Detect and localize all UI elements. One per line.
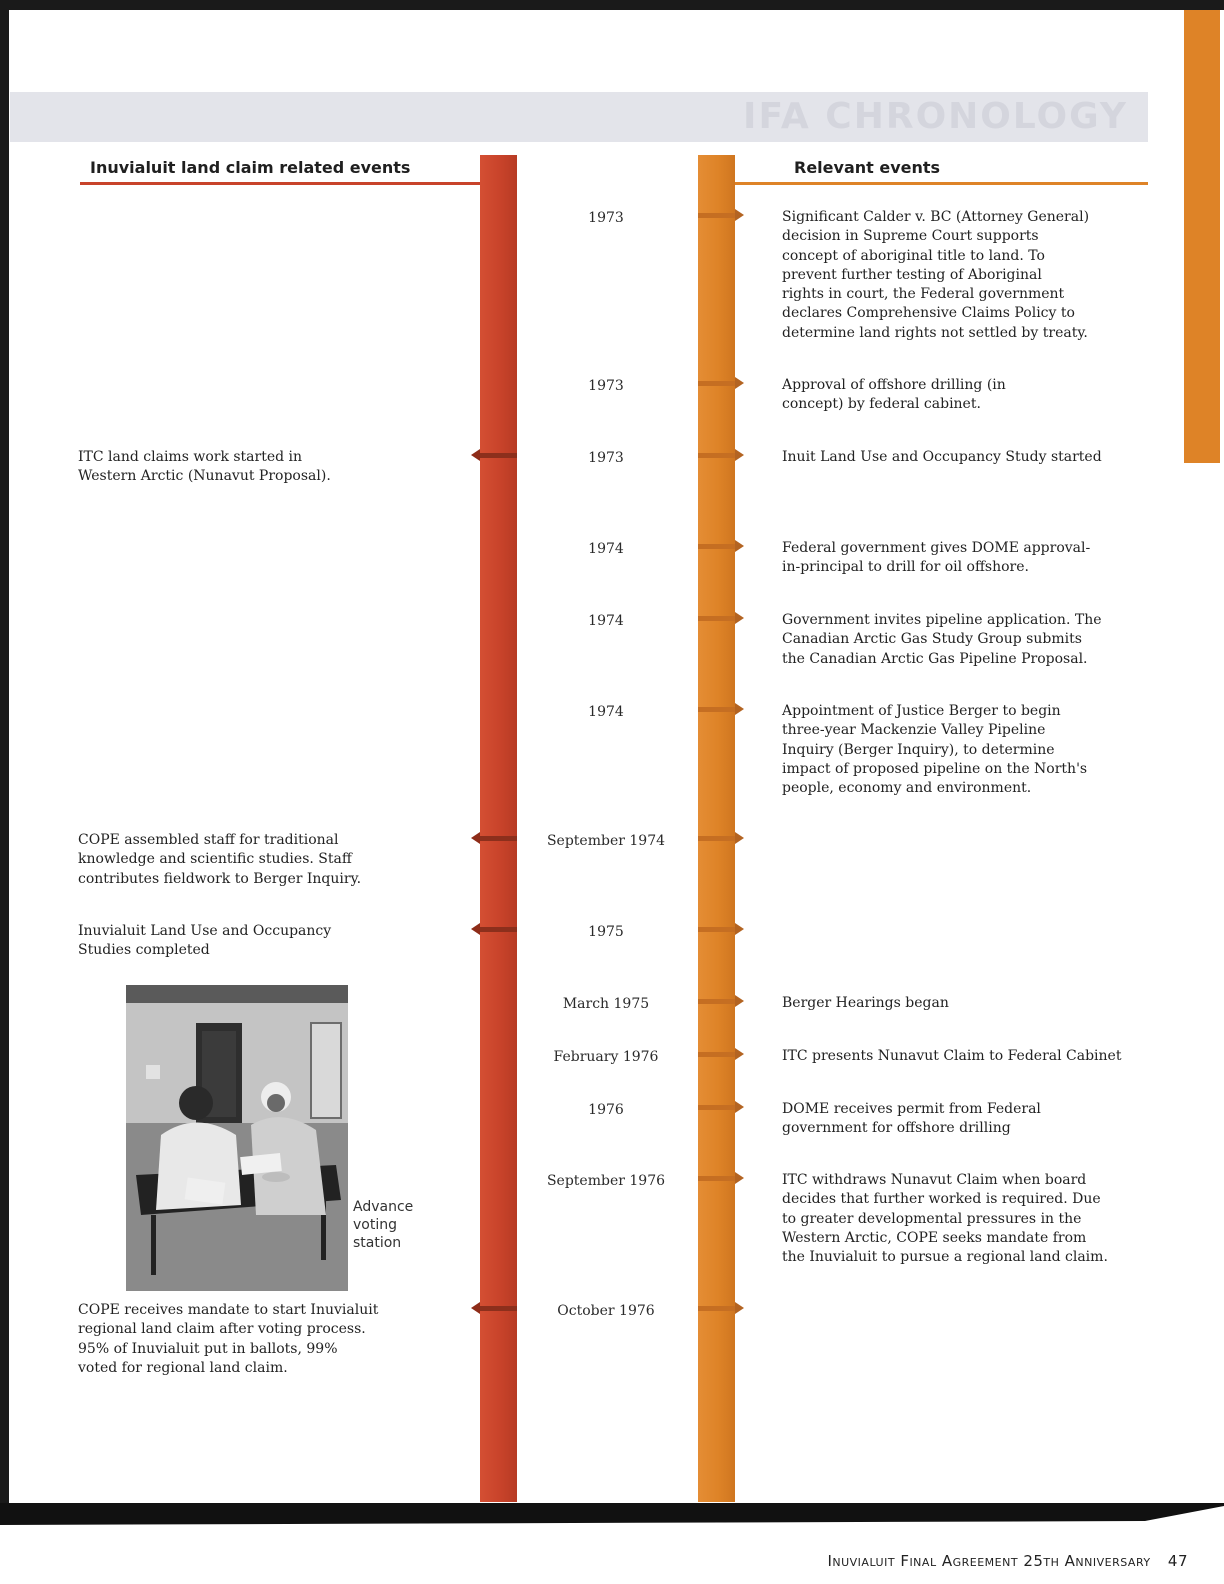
event-date: 1974 [588, 613, 624, 629]
event-date: September 1976 [546, 1173, 666, 1189]
photo-caption: Advance voting station [353, 1199, 414, 1251]
timeline-band [698, 1052, 735, 1057]
left-column-header: Inuvialuit land claim related events [90, 158, 411, 177]
timeline-band [698, 213, 735, 218]
bottom-band [0, 1503, 1224, 1525]
banner-title: IFA CHRONOLOGY [743, 96, 1128, 137]
event-date: 1973 [588, 450, 624, 466]
relevant-event-text: ITC presents Nunavut Claim to Federal Cabinet [782, 1048, 1122, 1064]
timeline-band [698, 453, 735, 458]
inuvialuit-timeline-bar [480, 155, 517, 1502]
page-number: 47 [1167, 1552, 1188, 1570]
relevant-event-text: Federal government gives DOME approval- in-principal to drill for oil offshore. [782, 540, 1091, 576]
relevant-event-text: Government invites pipeline application. The Canadian Arctic Gas Study Group submits the Canadian Arctic Gas Pipeline Proposal. [782, 612, 1102, 667]
relevant-event-text: Inuit Land Use and Occupancy Study started [782, 449, 1102, 465]
timeline-band [698, 836, 735, 841]
page-footer [827, 1552, 1188, 1570]
timeline-band [698, 1105, 735, 1110]
timeline-marker [735, 209, 744, 221]
timeline-marker [471, 449, 480, 461]
event-date: September 1974 [546, 833, 666, 849]
relevant-event-text: Approval of offshore drilling (in concept) by federal cabinet. [782, 377, 1006, 413]
timeline-band [698, 381, 735, 386]
footer-title: Inuvialuit Final Agreement 25th Anniversary [827, 1552, 1151, 1570]
event-date: 1974 [588, 541, 624, 557]
side-tab [1184, 10, 1220, 463]
timeline-band [698, 707, 735, 712]
event-date: 1975 [588, 924, 624, 940]
timeline-marker [735, 377, 744, 389]
relevant-event-text: Berger Hearings began [782, 995, 949, 1011]
timeline-marker [735, 703, 744, 715]
right-header-rule [730, 182, 1148, 185]
voting-station-photo [126, 985, 348, 1291]
section-banner [10, 92, 1148, 142]
event-date: October 1976 [557, 1303, 655, 1319]
timeline-marker [735, 832, 744, 844]
timeline-marker [735, 540, 744, 552]
relevant-event-text: ITC withdraws Nunavut Claim when board decides that further worked is required. Due to greater developmental pressures in the Western Arctic, COPE seeks mandate from the Inuvialuit to pursue a regional land claim. [782, 1172, 1108, 1266]
right-column-header: Relevant events [794, 158, 941, 177]
relevant-event-text: Significant Calder v. BC (Attorney General) decision in Supreme Court supports concept of aboriginal title to land. To prevent further testing of Aboriginal rights in court, the Federal government declares Comprehensive Claims Policy to determine land rights not settled by treaty. [782, 209, 1090, 341]
inuvialuit-event-text: COPE assembled staff for traditional knowledge and scientific studies. Staff contributes fieldwork to Berger Inquiry. [78, 832, 362, 887]
timeline-marker [735, 1048, 744, 1060]
timeline-band [480, 836, 517, 841]
timeline-marker [471, 923, 480, 935]
timeline-marker [735, 1302, 744, 1314]
relevant-event-text: Appointment of Justice Berger to begin three-year Mackenzie Valley Pipeline Inquiry (Berger Inquiry), to determine impact of proposed pipeline on the North's people, economy and environment. [782, 703, 1088, 797]
timeline-band [698, 927, 735, 932]
inuvialuit-event-text: ITC land claims work started in Western Arctic (Nunavut Proposal). [78, 449, 331, 485]
event-date: 1974 [588, 704, 624, 720]
timeline-marker [735, 923, 744, 935]
event-date: March 1975 [562, 996, 650, 1012]
timeline-marker [735, 1101, 744, 1113]
timeline-marker [471, 832, 480, 844]
timeline-band [698, 1176, 735, 1181]
timeline-band [698, 1306, 735, 1311]
timeline-marker [735, 612, 744, 624]
relevant-event-text: DOME receives permit from Federal government for offshore drilling [782, 1101, 1041, 1137]
inuvialuit-event-text: Inuvialuit Land Use and Occupancy Studies completed [78, 923, 332, 959]
timeline-band [480, 1306, 517, 1311]
timeline-band [480, 927, 517, 932]
timeline-marker [735, 995, 744, 1007]
timeline-band [480, 453, 517, 458]
inuvialuit-event-text: COPE receives mandate to start Inuvialuit regional land claim after voting process. 95% of Inuvialuit put in ballots, 99% voted for regional land claim. [78, 1302, 379, 1376]
photo-illustration [126, 985, 348, 1291]
timeline-band [698, 616, 735, 621]
timeline-marker [735, 1172, 744, 1184]
left-header-rule [80, 182, 480, 185]
timeline-band [698, 999, 735, 1004]
event-date: 1973 [588, 210, 624, 226]
timeline-marker [735, 449, 744, 461]
event-date: February 1976 [553, 1049, 659, 1065]
timeline-marker [471, 1302, 480, 1314]
event-date: 1976 [588, 1102, 624, 1118]
timeline-band [698, 544, 735, 549]
top-border [0, 0, 1224, 10]
left-border [0, 10, 9, 1510]
event-date: 1973 [588, 378, 624, 394]
relevant-timeline-bar [698, 155, 735, 1502]
